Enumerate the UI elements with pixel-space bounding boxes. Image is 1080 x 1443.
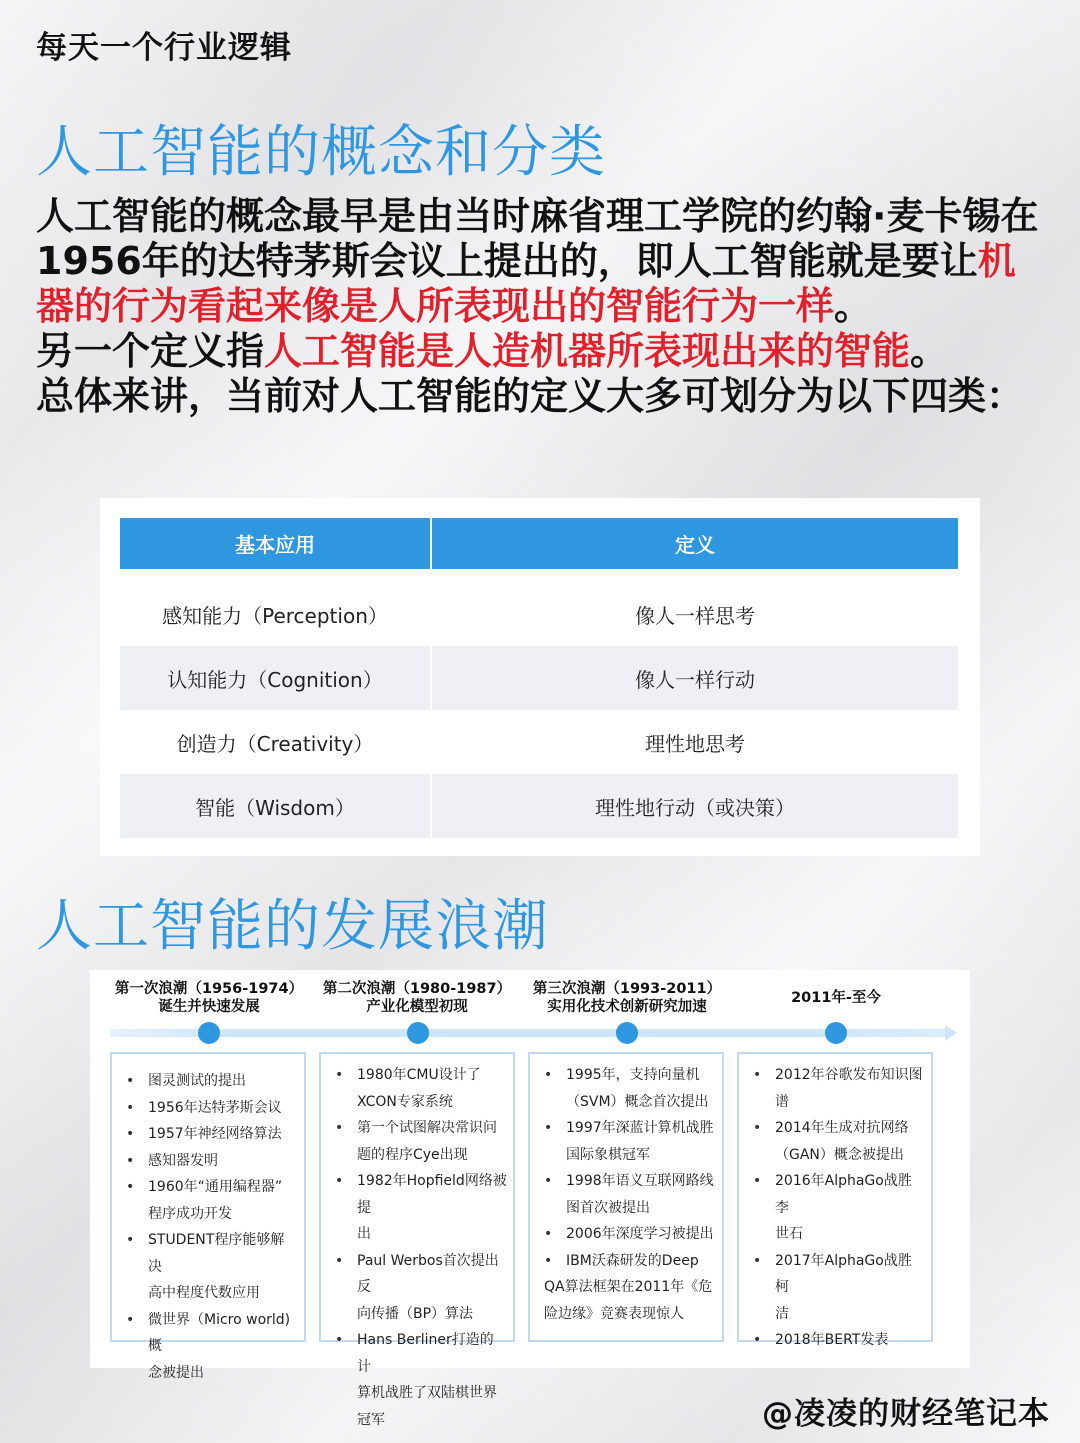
list-item: • Hans Berliner打造的计	[357, 1327, 507, 1380]
table-header-cell: 基本应用	[120, 518, 430, 569]
intro-p2-end: 。	[910, 329, 949, 373]
list-item: • 图灵测试的提出	[148, 1068, 298, 1095]
author-handle: @凌凌的财经笔记本	[762, 1396, 1050, 1432]
list-item: 高中程度代数应用	[148, 1285, 260, 1301]
list-item: • 2017年AlphaGo战胜柯	[775, 1248, 925, 1301]
intro-p1-end: 。	[834, 284, 873, 328]
wave-box	[528, 1052, 724, 1342]
list-item: 谱	[775, 1093, 789, 1110]
intro-p2-highlight: 人工智能是人造机器所表现出来的智能	[264, 329, 911, 373]
intro-p1-highlight: 机器的行为看起来像是人所表现出的智能行为一样	[36, 239, 1016, 328]
wave-box	[737, 1052, 933, 1348]
table-header-row	[120, 518, 958, 569]
list-item: 冠军	[357, 1411, 385, 1428]
wave-subtitle: 实用化技术创新研究加速	[547, 999, 707, 1015]
list-item: • 1995年，支持向量机	[566, 1062, 716, 1089]
list-item: • 2018年BERT发表	[775, 1327, 925, 1354]
table-cell: 理性地行动（或决策）	[432, 774, 958, 838]
table-cell: 理性地思考	[645, 731, 745, 756]
wave-title	[731, 989, 941, 1007]
wave-box	[319, 1052, 515, 1428]
list-item: • 1980年CMU设计了	[357, 1062, 507, 1089]
table-cell: 认知能力（Cognition）	[120, 646, 430, 710]
list-item: • 1957年神经网络算法	[148, 1121, 298, 1148]
wave-title	[522, 980, 732, 1016]
list-item: 程序成功开发	[148, 1205, 232, 1222]
list-item: • STUDENT程序能够解决	[148, 1227, 298, 1280]
list-item: 出	[357, 1226, 371, 1242]
list-item: （SVM）概念首次提出	[566, 1093, 709, 1110]
header-tag: 每天一个行业逻辑	[36, 30, 292, 66]
list-item: （GAN）概念被提出	[775, 1146, 904, 1163]
list-item: • 2014年生成对抗网络	[775, 1115, 925, 1142]
timeline-dot	[407, 1022, 429, 1044]
list-item: • 1960年“通用编程器”	[148, 1174, 298, 1201]
list-item: • 第一个试图解决常识问	[357, 1115, 507, 1142]
timeline-dot	[198, 1022, 220, 1044]
list-item: 险边缘》竞赛表现惊人	[544, 1305, 684, 1322]
list-item: 题的程序Cye出现	[357, 1146, 468, 1163]
intro-text	[36, 194, 1046, 419]
intro-p2-start: 另一个定义指	[36, 329, 265, 373]
list-item: XCON专家系统	[357, 1093, 453, 1110]
timeline-arrow-icon	[945, 1025, 957, 1041]
list-item: • 微世界（Micro world)概	[148, 1307, 298, 1360]
list-item: • IBM沃森研发的Deep	[566, 1248, 716, 1275]
classification-table	[100, 498, 980, 856]
list-item: • 2016年AlphaGo战胜李	[775, 1168, 925, 1221]
list-item: • Paul Werbos首次提出反	[357, 1248, 507, 1301]
wave-period: 第一次浪潮（1956-1974）	[114, 981, 304, 997]
table-cell: 像人一样思考	[635, 603, 755, 628]
list-item: • 2006年深度学习被提出	[566, 1221, 716, 1248]
list-item: 洁	[775, 1305, 789, 1322]
table-cell: 智能（Wisdom）	[120, 774, 430, 838]
wave-box	[110, 1052, 306, 1381]
table-cell: 创造力（Creativity）	[176, 731, 374, 756]
list-item: • 1997年深蓝计算机战胜	[566, 1115, 716, 1142]
section-title-waves: 人工智能的发展浪潮	[36, 894, 549, 959]
wave-period: 第三次浪潮（1993-2011）	[532, 981, 722, 997]
table-row	[120, 774, 958, 838]
list-item: 世石	[775, 1226, 803, 1242]
table-cell: 感知能力（Perception）	[162, 603, 388, 628]
table-header-cell: 定义	[432, 518, 958, 569]
list-item: 向传播（BP）算法	[357, 1305, 474, 1322]
timeline-dot	[825, 1022, 847, 1044]
list-item: • 感知器发明	[148, 1148, 298, 1175]
intro-p3: 总体来讲，当前对人工智能的定义大多可划分为以下四类：	[36, 374, 1025, 418]
timeline-dot	[616, 1022, 638, 1044]
table-row	[120, 582, 958, 646]
wave-title	[104, 980, 314, 1016]
table-cell: 像人一样行动	[432, 646, 958, 710]
list-item: 图首次被提出	[566, 1199, 650, 1216]
wave-period: 2011年-至今	[791, 990, 881, 1006]
list-item: • 2012年谷歌发布知识图	[775, 1062, 925, 1089]
list-item: 算机战胜了双陆棋世界	[357, 1385, 497, 1401]
wave-title	[312, 980, 522, 1016]
section-title-concept: 人工智能的概念和分类	[36, 120, 606, 185]
list-item: QA算法框架在2011年《危	[544, 1279, 713, 1295]
list-item: 念被提出	[148, 1364, 204, 1381]
table-row	[120, 710, 958, 774]
list-item: • 1982年Hopfield网络被提	[357, 1168, 507, 1221]
timeline-axis	[110, 1029, 950, 1037]
list-item: • 1956年达特茅斯会议	[148, 1095, 298, 1122]
wave-subtitle: 产业化模型初现	[366, 999, 468, 1015]
intro-p1-start: 人工智能的概念最早是由当时麻省理工学院的约翰·麦卡锡在1956年的达特茅斯会议上提出的，即人工智能就是要让	[36, 194, 1039, 283]
list-item: 国际象棋冠军	[566, 1146, 650, 1163]
wave-subtitle: 诞生并快速发展	[158, 999, 260, 1015]
table-row	[120, 646, 958, 710]
list-item: • 1998年语义互联网路线	[566, 1168, 716, 1195]
wave-period: 第二次浪潮（1980-1987）	[322, 981, 512, 997]
